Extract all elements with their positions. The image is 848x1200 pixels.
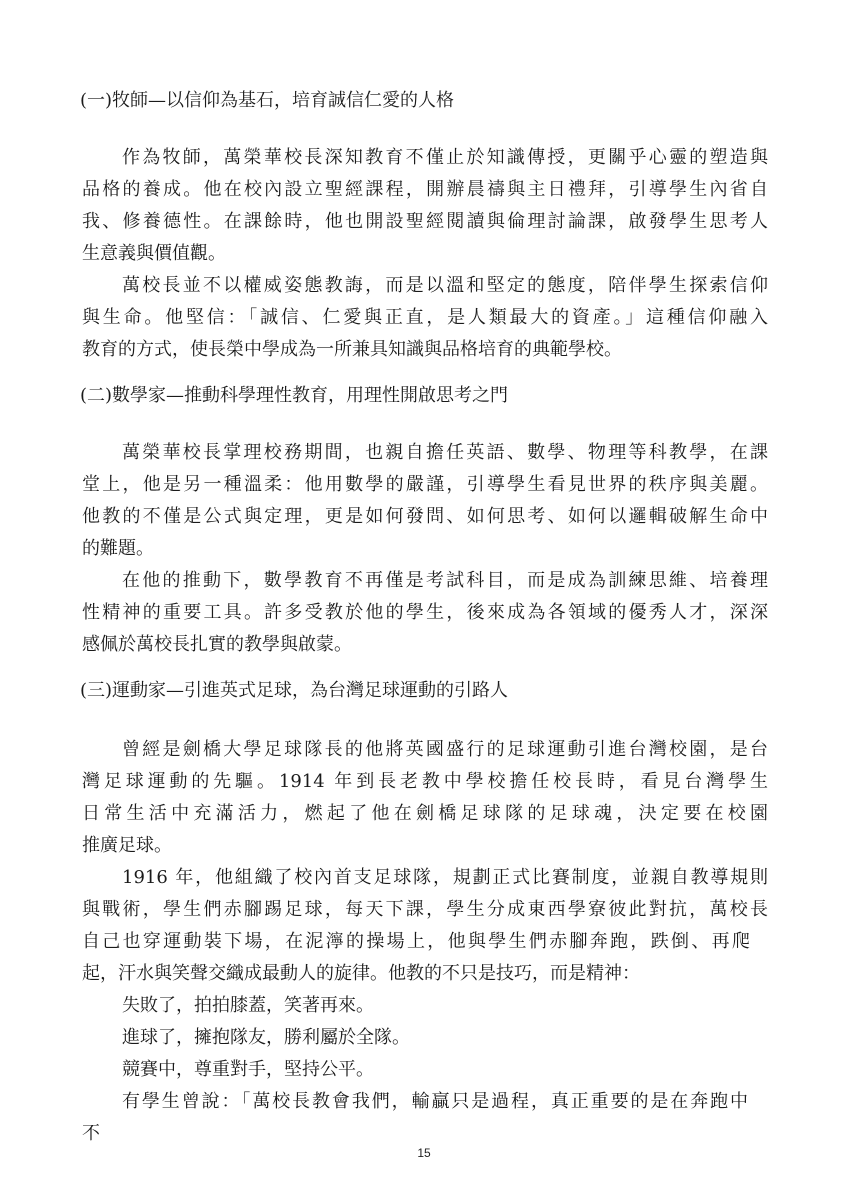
paragraph-line: 不 (82, 1123, 100, 1144)
paragraph-line: 我、修養德性。在課餘時，他也開設聖經閱讀與倫理討論課，啟發學生思考人 (82, 211, 768, 232)
paragraph-line: 失敗了，拍拍膝蓋，笑著再來。 (122, 995, 374, 1016)
paragraph-line: 在他的推動下，數學教育不再僅是考試科目，而是成為訓練思維、培養理 (122, 570, 768, 591)
paragraph-line: 品格的養成。他在校內設立聖經課程，開辦晨禱與主日禮拜，引導學生內省自 (82, 179, 768, 200)
paragraph-line: 競賽中，尊重對手，堅持公平。 (122, 1059, 374, 1080)
paragraph-line: 教育的方式，使長榮中學成為一所兼具知識與品格培育的典範學校。 (82, 339, 622, 360)
paragraph-line: 他教的不僅是公式與定理，更是如何發問、如何思考、如何以邏輯破解生命中 (82, 506, 768, 527)
paragraph-line: 與戰術，學生們赤腳踢足球，每天下課，學生分成東西學寮彼此對抗，萬校長 (82, 899, 768, 920)
paragraph-line: 進球了，擁抱隊友，勝利屬於全隊。 (122, 1027, 410, 1048)
paragraph-line: 感佩於萬校長扎實的教學與啟蒙。 (82, 634, 352, 655)
section-heading-pastor: (一)牧師—以信仰為基石，培育誠信仁愛的人格 (80, 90, 455, 111)
paragraph-line: 性精神的重要工具。許多受教於他的學生，後來成為各領域的優秀人才，深深 (82, 602, 768, 623)
paragraph-line: 灣足球運動的先驅。1914 年到長老教中學校擔任校長時，看見台灣學生 (82, 771, 768, 792)
page-number: 15 (417, 1146, 431, 1160)
paragraph-line: 堂上，他是另一種溫柔：他用數學的嚴謹，引導學生看見世界的秩序與美麗。 (82, 474, 768, 495)
paragraph-line: 生意義與價值觀。 (82, 243, 226, 264)
paragraph-line: 1916 年，他組織了校內首支足球隊，規劃正式比賽制度，並親自教導規則 (122, 867, 768, 888)
paragraph-line: 曾經是劍橋大學足球隊長的他將英國盛行的足球運動引進台灣校園，是台 (122, 739, 768, 760)
section-heading-mathematician: (二)數學家—推動科學理性教育，用理性開啟思考之門 (80, 385, 509, 406)
section-heading-athlete: (三)運動家—引進英式足球，為台灣足球運動的引路人 (80, 680, 509, 701)
paragraph-line: 作為牧師，萬榮華校長深知教育不僅止於知識傳授，更關乎心靈的塑造與 (122, 147, 768, 168)
paragraph-line: 萬校長並不以權威姿態教誨，而是以溫和堅定的態度，陪伴學生探索信仰 (122, 275, 768, 296)
paragraph-line: 自己也穿運動裝下場，在泥濘的操場上，他與學生們赤腳奔跑，跌倒、再爬 (82, 931, 750, 952)
paragraph-line: 的難題。 (82, 538, 154, 559)
paragraph-line: 萬榮華校長掌理校務期間，也親自擔任英語、數學、物理等科教學，在課 (122, 442, 768, 463)
paragraph-line: 日常生活中充滿活力，燃起了他在劍橋足球隊的足球魂，決定要在校園 (82, 803, 768, 824)
paragraph-line: 有學生曾說：「萬校長教會我們，輸贏只是過程，真正重要的是在奔跑中 (122, 1091, 748, 1112)
paragraph-line: 與生命。他堅信：「誠信、仁愛與正直，是人類最大的資產。」這種信仰融入 (82, 307, 768, 328)
paragraph-line: 起，汗水與笑聲交織成最動人的旋律。他教的不只是技巧，而是精神： (82, 963, 640, 984)
paragraph-line: 推廣足球。 (82, 835, 172, 856)
